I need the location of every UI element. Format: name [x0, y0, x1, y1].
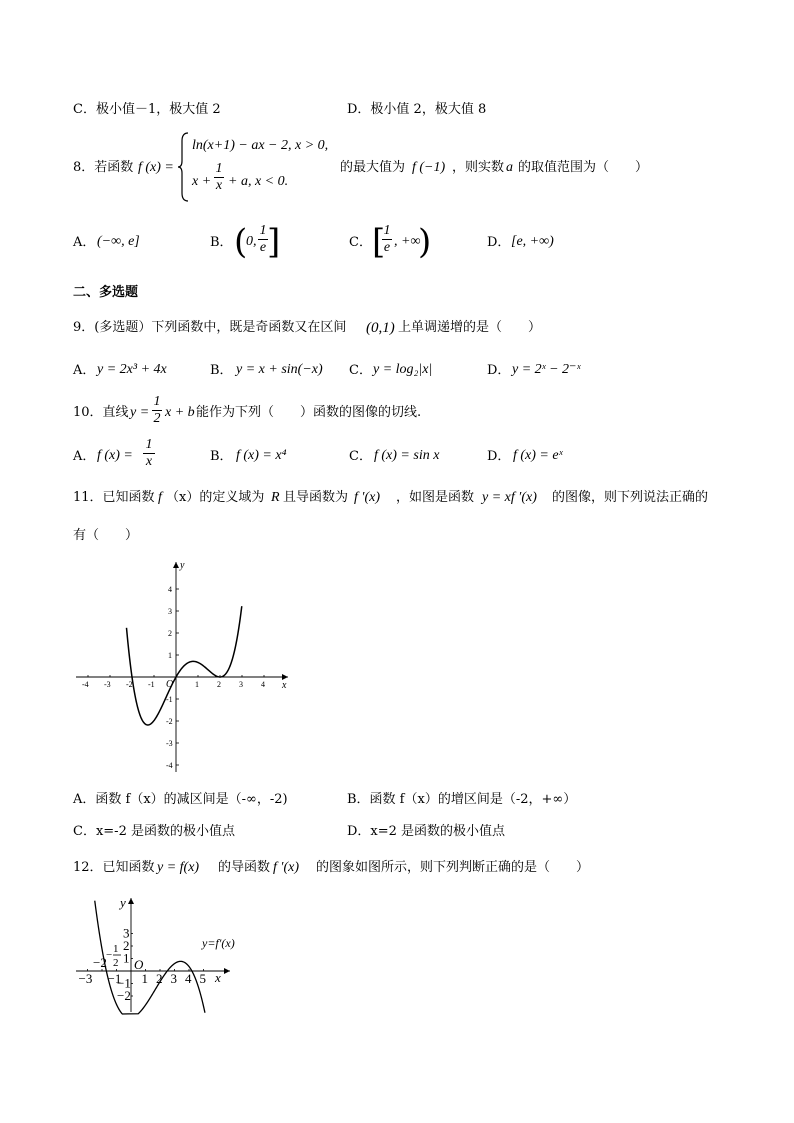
q11-yfn: y = xf ′(x) [482, 490, 537, 505]
q11-option-d: D．x=2 是函数的极小值点 [347, 824, 506, 839]
q9-option-c: y = log₂|x| [373, 362, 433, 377]
q11-origin: O [166, 679, 174, 690]
q11-x-label: x [282, 680, 287, 691]
q11-x-tick-label: -3 [104, 680, 111, 689]
q7-option-d: D．极小值 2，极大值 8 [347, 102, 487, 117]
q12-x-tick-label: −1 [107, 971, 122, 986]
q9-option-a-label: A． [73, 363, 96, 378]
q8-case1: ln(x+1) − ax − 2, x > 0, [192, 138, 329, 153]
q10-option-d-label: D． [487, 449, 511, 464]
q12-x-tick-label: 1 [141, 971, 148, 986]
q11-x-tick-label: -4 [82, 680, 89, 689]
q11-y-tick-label: 2 [168, 629, 172, 638]
q9-option-d: y = 2ˣ − 2⁻ˣ [512, 362, 581, 377]
q8-suffix1: 的最大值为 [340, 160, 406, 175]
q9-interval: (0,1) [366, 320, 395, 336]
q12-graph [70, 894, 260, 1016]
q12-text1: 12．已知函数 [73, 860, 155, 875]
q12-half-minus: − [106, 949, 113, 961]
q11-option-b: B．函数 f（x）的增区间是（-2，+∞） [347, 792, 577, 807]
q9-option-a: y = 2x³ + 4x [97, 362, 167, 377]
q10-option-a-pre: f (x) = [97, 448, 133, 463]
q8-brace [178, 131, 190, 203]
q8-var-a: a [506, 160, 513, 175]
section-title-multiple-choice: 二、多选题 [73, 285, 139, 300]
q8-fm1: f (−1) [412, 160, 446, 175]
q11-x-tick-label: 3 [239, 680, 243, 689]
q11-x-tick-label: 4 [261, 680, 265, 689]
q8-option-c-label: C． [349, 235, 372, 250]
q11-y-tick-label: 3 [168, 607, 172, 616]
q12-y-tick-label: 2 [123, 938, 130, 953]
q12-text3: 的图象如图所示，则下列判断正确的是（ ） [316, 860, 590, 875]
q12-x-tick-label: 2 [156, 971, 163, 986]
q10-option-c-label: C． [349, 449, 372, 464]
q8-option-a: (−∞, e] [97, 234, 140, 249]
q11-y-tick-label: -1 [166, 695, 173, 704]
q10-line-num: 1 [153, 394, 161, 409]
q10-option-c: f (x) = sin x [374, 448, 440, 463]
q11-text4: ，如图是函数 [396, 490, 475, 505]
q11-y-tick-label: -4 [166, 761, 173, 770]
q8-option-c-frac [382, 223, 392, 256]
q8-case2-a: x + [192, 174, 212, 189]
q8-option-c-rbracket: ) [418, 222, 432, 262]
q10-option-b: f (x) = x⁴ [236, 448, 287, 463]
q11-x-tick-label: 1 [195, 680, 199, 689]
q11-y-label: y [180, 560, 185, 571]
q11-y-tick-label: -2 [166, 717, 173, 726]
q12-y-tick-label: 1 [123, 950, 130, 966]
q9-option-c-label: C． [349, 363, 372, 378]
q8-fx: f (x) = [138, 160, 174, 175]
q12-y-label: y [120, 895, 126, 910]
q9-text1: 9．(多选题）下列函数中，既是奇函数又在区间 [73, 320, 347, 335]
q12-x-tick-label: 4 [185, 971, 192, 986]
q10-line-frac [152, 394, 162, 427]
q8-option-b-rbracket: ] [267, 222, 281, 262]
q12-x-tick-label: −2 [93, 955, 107, 970]
q11-y-tick-label: 1 [168, 651, 172, 660]
q8-case2-den: x [215, 178, 223, 193]
q11-x-tick-label: 2 [217, 680, 221, 689]
q10-line-den: 2 [153, 411, 161, 426]
q11-option-c: C．x=-2 是函数的极小值点 [73, 824, 235, 839]
q10-text1: 10．直线 [73, 405, 129, 420]
q11-text3: 且导函数为 [283, 490, 349, 505]
q12-x-tick-label: 5 [199, 971, 206, 986]
q8-option-d: [e, +∞) [511, 234, 554, 249]
q9-text2: 上单调递增的是（ ） [398, 320, 542, 335]
q8-suffix3: 的取值范围为（ ） [518, 160, 649, 175]
q11-y-arrow [173, 562, 179, 568]
q11-text5: 的图像，则下列说法正确的 [552, 490, 709, 505]
q11-text1: 11．已知函数 [73, 490, 155, 505]
q10-text2: 能作为下列（ ）函数的图像的切线. [196, 405, 422, 420]
q12-y-tick-label: −1 [117, 975, 131, 991]
q11-f: f [158, 490, 162, 505]
q8-option-b-label: B． [210, 235, 233, 250]
q12-text2: 的导函数 [218, 860, 271, 875]
q11-curve [127, 606, 242, 725]
q11-x-tick-label: -2 [126, 680, 133, 689]
q11-y-tick-label: 4 [168, 585, 172, 594]
q8-option-c-num: 1 [383, 223, 391, 238]
q8-case2-num: 1 [215, 161, 223, 176]
q8-suffix2: ，则实数 [452, 160, 505, 175]
q10-option-a-frac [143, 437, 155, 470]
q10-line-b: x + b [165, 405, 195, 420]
q7-option-c: C．极小值－1，极大值 2 [73, 102, 221, 117]
q10-option-a-num: 1 [145, 437, 153, 452]
q11-fp: f ′(x) [354, 490, 380, 505]
q8-option-b-pre: 0, [246, 234, 257, 249]
q9-option-b-label: B． [210, 363, 233, 378]
q11-x-tick-label: -1 [148, 680, 155, 689]
q8-option-c-den: e [383, 240, 391, 255]
q8-option-b-den: e [259, 240, 267, 255]
q8-option-c-lbracket: [ [372, 222, 386, 262]
q12-x-label: x [215, 970, 221, 985]
q12-x-tick-label: 3 [170, 971, 177, 986]
q11-option-a: A．函数 f（x）的减区间是（-∞，-2) [73, 792, 288, 807]
q8-option-b-num: 1 [259, 223, 267, 238]
q8-option-a-label: A． [73, 235, 96, 250]
q8-option-d-label: D． [487, 235, 511, 250]
q12-half-den: 2 [113, 957, 119, 969]
q9-option-b: y = x + sin(−x) [236, 362, 323, 377]
q10-option-d: f (x) = eˣ [513, 448, 563, 463]
q10-option-b-label: B． [210, 449, 233, 464]
q11-text6: 有（ ） [73, 528, 139, 543]
q8-prefix: 8．若函数 [73, 160, 134, 175]
q11-R: R [271, 490, 280, 505]
q11-graph [70, 556, 300, 778]
q8-option-b-lbracket: ( [234, 222, 248, 262]
q12-origin: O [134, 957, 144, 972]
q10-option-a-den: x [143, 453, 155, 470]
q12-y-tick-label: 3 [123, 925, 130, 941]
q12-curve-label: y=f′(x) [202, 936, 235, 950]
q12-x-tick-label: −3 [78, 971, 93, 986]
q12-y-arrow [128, 898, 134, 904]
q12-y-tick-label: −2 [117, 988, 131, 1003]
q8-option-c-post: , +∞ [394, 234, 421, 249]
q12-half-num: 1 [113, 943, 119, 955]
q8-case2-b: + a, x < 0. [228, 174, 289, 189]
q10-line-a: y = [130, 405, 150, 420]
q8-case2-frac [214, 161, 224, 194]
q9-option-d-label: D． [487, 363, 511, 378]
q12-yf: y = f(x) [157, 860, 200, 875]
q11-text2: （x）的定义域为 [166, 490, 265, 505]
q10-option-a-label: A． [73, 449, 96, 464]
q12-x-arrow [224, 968, 230, 974]
q11-y-tick-label: -3 [166, 739, 173, 748]
q12-fp: f ′(x) [273, 860, 299, 875]
